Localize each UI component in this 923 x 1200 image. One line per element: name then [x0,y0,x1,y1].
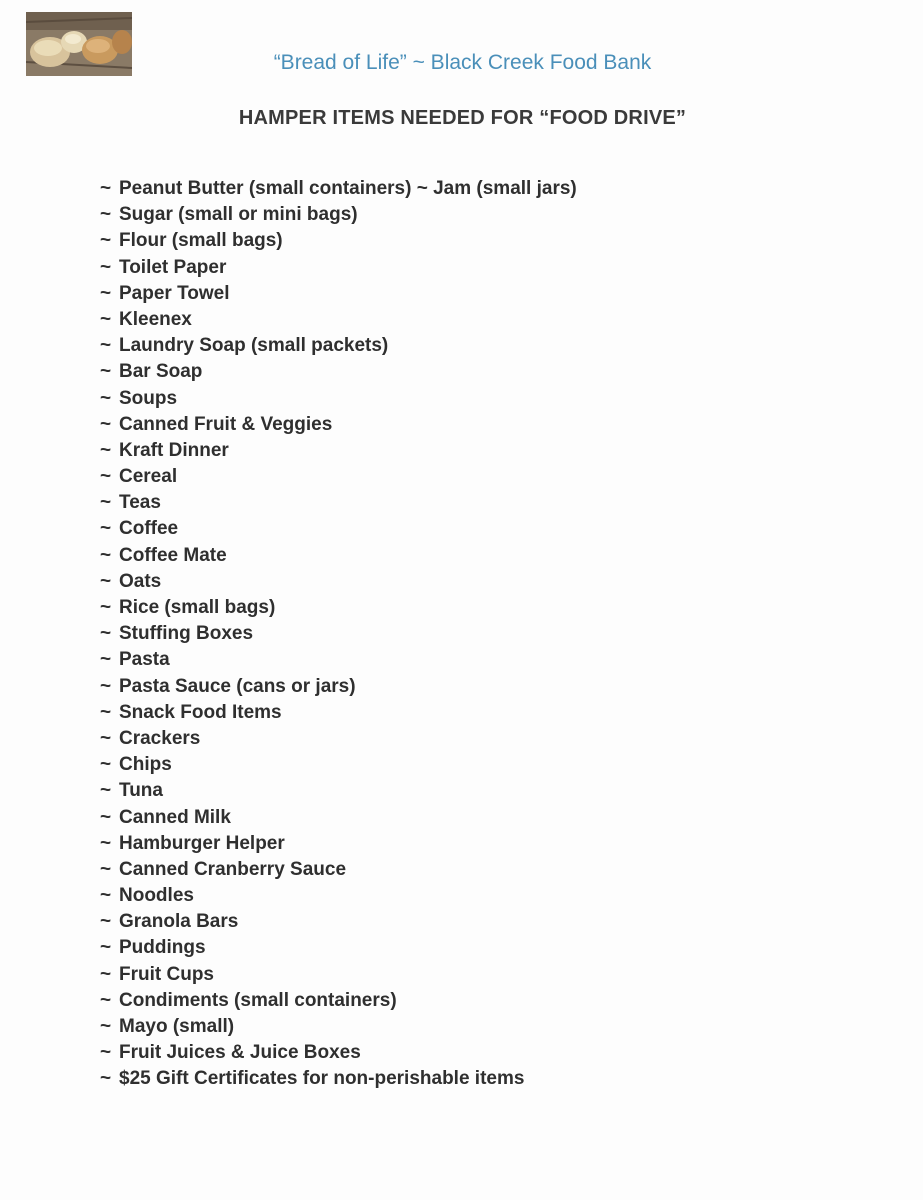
hamper-item-list [100,176,577,1093]
tilde-bullet: ~ [100,335,112,357]
list-item-text: Stuffing Boxes [119,623,254,645]
list-item-text: Canned Cranberry Sauce [119,858,347,880]
list-item-text: Granola Bars [119,911,239,933]
list-item-text: Snack Food Items [119,701,282,723]
tilde-bullet: ~ [100,832,112,854]
tilde-bullet: ~ [100,466,112,488]
tilde-bullet: ~ [100,806,112,828]
list-item [100,386,577,412]
tilde-bullet: ~ [100,754,112,776]
list-item-text: Mayo (small) [119,1016,235,1037]
list-item [100,202,577,228]
list-item [100,857,577,883]
list-item [100,726,577,752]
list-item-text: Paper Towel [119,282,230,304]
list-item [100,490,577,516]
tilde-bullet: ~ [100,518,112,540]
list-item [100,831,577,857]
list-item-text: Condiments (small containers) [119,989,397,1011]
tilde-bullet: ~ [100,1068,112,1090]
tilde-bullet: ~ [100,1016,112,1037]
org-title: “Bread of Life” ~ Black Creek Food Bank [273,51,652,74]
list-item [100,1014,577,1040]
tilde-bullet: ~ [100,256,112,278]
list-item [100,543,577,569]
tilde-bullet: ~ [100,204,112,226]
list-item-text: Fruit Juices & Juice Boxes [119,1042,361,1064]
list-item [100,438,577,464]
list-item [100,307,577,333]
list-item-text: Coffee Mate [119,544,227,566]
list-item-text: Pasta Sauce (cans or jars) [119,675,356,697]
list-item [100,1066,577,1092]
list-item [100,333,577,359]
tilde-bullet: ~ [100,413,112,435]
tilde-bullet: ~ [100,178,112,199]
list-item [100,988,577,1014]
list-item [100,595,577,621]
list-item [100,569,577,595]
list-item-text: Canned Fruit & Veggies [119,413,333,435]
tilde-bullet: ~ [100,963,112,985]
list-item-text: Tuna [119,780,163,802]
list-item [100,752,577,778]
list-item [100,255,577,281]
list-item-text: Peanut Butter (small containers) ~ Jam (small jars) [119,178,577,199]
list-item-text: Chips [119,754,172,776]
tilde-bullet: ~ [100,282,112,304]
list-item-text: Soups [119,387,178,409]
tilde-bullet: ~ [100,675,112,697]
list-item [100,228,577,254]
list-item-text: Pasta [119,649,170,671]
list-item [100,412,577,438]
tilde-bullet: ~ [100,1042,112,1064]
tilde-bullet: ~ [100,780,112,802]
tilde-bullet: ~ [100,649,112,671]
tilde-bullet: ~ [100,361,112,383]
list-item [100,647,577,673]
list-item [100,621,577,647]
tilde-bullet: ~ [100,623,112,645]
list-item-text: Toilet Paper [119,256,227,278]
list-item-text: Cereal [119,466,178,488]
tilde-bullet: ~ [100,544,112,566]
tilde-bullet: ~ [100,492,112,514]
list-item-text: Kleenex [119,308,192,330]
list-item [100,935,577,961]
list-item-text: $25 Gift Certificates for non-perishable items [119,1068,525,1090]
list-item [100,176,577,202]
tilde-bullet: ~ [100,387,112,409]
tilde-bullet: ~ [100,230,112,252]
list-item-text: Noodles [119,885,194,907]
list-item-text: Puddings [119,937,206,959]
list-item-text: Crackers [119,727,201,749]
tilde-bullet: ~ [100,911,112,933]
tilde-bullet: ~ [100,439,112,461]
list-item-text: Kraft Dinner [119,439,229,461]
list-item-text: Fruit Cups [119,963,214,985]
list-item-text: Oats [119,570,162,592]
list-item [100,674,577,700]
list-item-text: Rice (small bags) [119,597,276,618]
list-item [100,464,577,490]
bread-rolls-photo-icon [26,12,132,76]
list-item [100,359,577,385]
tilde-bullet: ~ [100,937,112,959]
list-item-text: Coffee [119,518,179,540]
list-item [100,883,577,909]
list-item-text: Teas [119,492,161,514]
tilde-bullet: ~ [100,989,112,1011]
tilde-bullet: ~ [100,597,112,618]
list-item [100,909,577,935]
list-item [100,805,577,831]
tilde-bullet: ~ [100,570,112,592]
tilde-bullet: ~ [100,701,112,723]
list-item-text: Sugar (small or mini bags) [119,204,358,226]
list-item [100,778,577,804]
list-item [100,281,577,307]
list-item [100,962,577,988]
page-title: HAMPER ITEMS NEEDED FOR “FOOD DRIVE” [238,107,687,129]
tilde-bullet: ~ [100,885,112,907]
list-item-text: Hamburger Helper [119,832,285,854]
list-item-text: Canned Milk [119,806,231,828]
tilde-bullet: ~ [100,308,112,330]
tilde-bullet: ~ [100,858,112,880]
tilde-bullet: ~ [100,727,112,749]
list-item [100,1040,577,1066]
list-item-text: Laundry Soap (small packets) [119,335,389,357]
list-item-text: Flour (small bags) [119,230,283,252]
list-item [100,700,577,726]
list-item [100,516,577,542]
list-item-text: Bar Soap [119,361,203,383]
